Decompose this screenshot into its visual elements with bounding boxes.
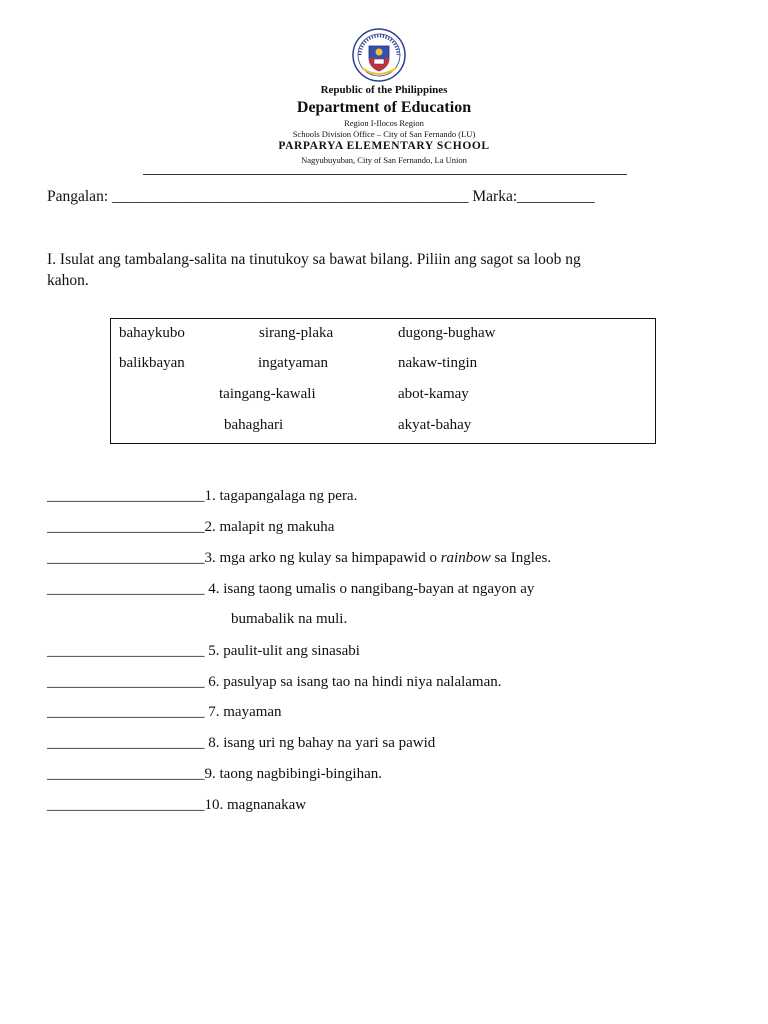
department-heading: Department of Education [296,99,472,116]
question-8 [47,735,435,752]
answer-blank[interactable]: _____________________ [47,797,205,813]
question-text: 9. taong nagbibingi-bingihan. [204,766,382,782]
word-bank-item: akyat-bahay [398,417,472,433]
question-2 [47,519,334,536]
division-office-text: Schools Division Office – City of San Fernando (LU) [292,129,476,139]
header-divider [143,174,627,175]
question-italic-word: rainbow [440,550,491,566]
name-score-row [47,188,595,206]
question-text-after: sa Ingles. [490,550,552,566]
question-6 [47,674,502,691]
question-text: 2. malapit ng makuha [204,519,335,535]
score-label: Marka: [472,188,518,205]
question-10 [47,797,306,814]
question-text: 7. mayaman [204,704,282,720]
word-bank-item: bahaykubo [119,325,185,341]
word-bank-item: bahaghari [224,417,284,433]
school-name: PARPARYA ELEMENTARY SCHOOL [278,140,490,152]
answer-blank[interactable]: _____________________ [47,735,205,751]
region-text: Region I-Ilocos Region [344,118,424,128]
name-blank[interactable]: ______________________________________________ [112,188,469,205]
deped-seal-icon [352,28,406,82]
answer-blank[interactable]: _____________________ [47,488,205,504]
question-text: 6. pasulyap sa isang tao na hindi niya nalalaman. [204,674,502,690]
answer-blank[interactable]: _____________________ [47,550,205,566]
instructions-line-1: I. Isulat ang tambalang-salita na tinutukoy sa bawat bilang. Piliin ang sagot sa loob ng [47,251,581,268]
question-text: 5. paulit-ulit ang sinasabi [204,643,360,659]
word-bank-item: balikbayan [119,355,185,371]
word-bank-box [110,318,656,444]
question-text: 8. isang uri ng bahay na yari sa pawid [204,735,436,751]
question-text: 4. isang taong umalis o nangibang-bayan at ngayon ay [204,581,535,597]
answer-blank[interactable]: _____________________ [47,519,205,535]
answer-blank[interactable]: _____________________ [47,643,205,659]
question-4 [47,581,534,598]
word-bank-item: dugong-bughaw [398,325,496,341]
question-1 [47,488,357,505]
answer-blank[interactable]: _____________________ [47,674,205,690]
word-bank-item: ingatyaman [258,355,328,371]
question-3 [47,550,551,567]
answer-blank[interactable]: _____________________ [47,581,205,597]
answer-blank[interactable]: _____________________ [47,766,205,782]
answer-blank[interactable]: _____________________ [47,704,205,720]
question-5 [47,643,360,660]
republic-heading: Republic of the Philippines [320,84,448,96]
name-label: Pangalan: [47,188,109,205]
school-address: Nagyubuyuban, City of San Fernando, La Union [301,155,467,165]
question-7 [47,704,282,721]
question-text: 10. magnanakaw [204,797,307,813]
question-text: 1. tagapangalaga ng pera. [204,488,358,504]
word-bank-item: sirang-plaka [259,325,334,341]
score-blank[interactable]: __________ [517,188,595,205]
word-bank-item: abot-kamay [398,386,469,402]
question-text: 3. mga arko ng kulay sa himpapawid o [204,550,441,566]
instructions-line-2: kahon. [47,272,89,289]
question-4-continuation: bumabalik na muli. [231,611,348,627]
question-9 [47,766,382,783]
word-bank-item: taingang-kawali [219,386,316,402]
word-bank-item: nakaw-tingin [398,355,478,371]
